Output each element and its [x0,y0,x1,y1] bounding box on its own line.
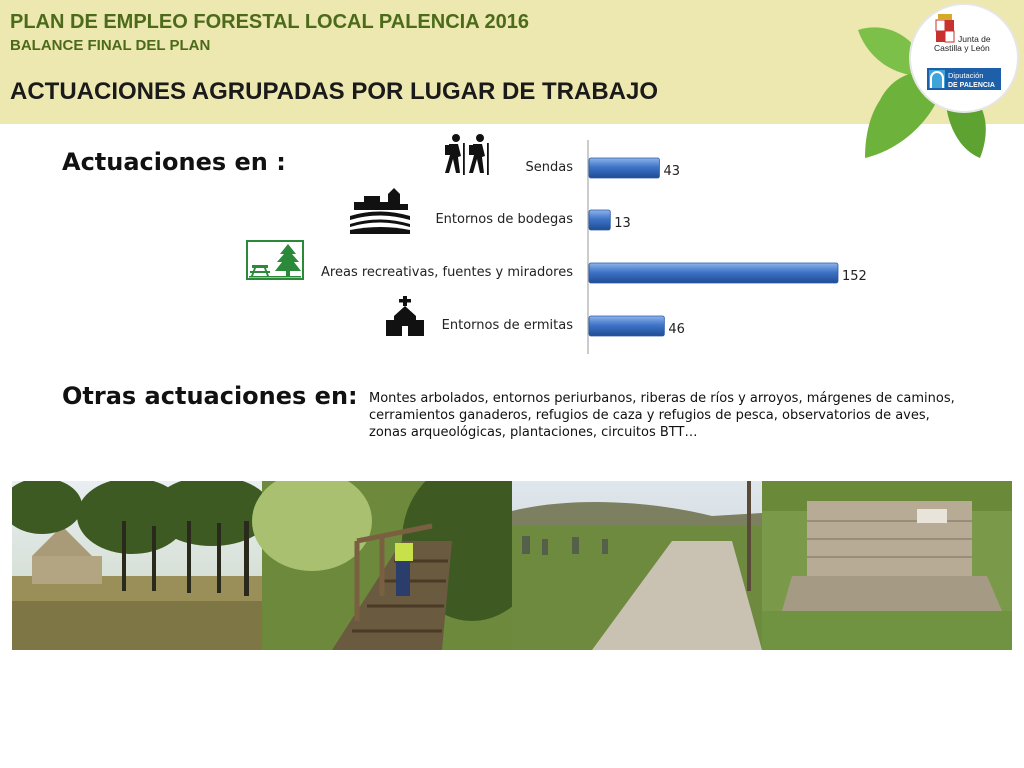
chapel-icon [386,296,424,336]
category-label: Sendas [525,160,573,175]
diputacion-text-2: DE PALENCIA [948,82,995,89]
data-label: 46 [668,322,685,337]
diputacion-text-1: Diputación [948,71,984,80]
vineyard-icon [350,186,412,234]
photo-strip [12,481,1012,650]
bar [589,210,610,230]
category-label: Entornos de ermitas [441,318,573,333]
junta-text-2: Castilla y León [934,43,990,53]
chapel-meadow-photo [12,481,272,650]
bar-chart [580,140,880,354]
worker-stairs-photo [252,481,542,650]
diputacion-logo [927,68,1001,90]
category-label: Areas recreativas, fuentes y miradores [321,265,573,280]
rural-road-photo [512,481,762,650]
otras-actuaciones-text: Montes arbolados, entornos periurbanos, riberas de ríos y arroyos, márgenes de caminos, cerramientos ganaderos, refugios de caza y refugios de pesca, observatorios de aves, zonas arqueológicas, plantaciones, circuitos BTT… [369,391,955,440]
data-label: 43 [663,164,680,179]
section-title: ACTUACIONES AGRUPADAS POR LUGAR DE TRABAJO [10,78,659,105]
hikers-icon [443,133,495,175]
otras-actuaciones-label: Otras actuaciones en: [62,382,358,410]
data-label: 152 [842,269,867,284]
page-title: PLAN DE EMPLEO FORESTAL LOCAL PALENCIA 2016 [10,11,529,33]
junta-text-1: Junta de [958,34,991,44]
picnic-forest-icon [246,240,304,280]
page-subtitle: BALANCE FINAL DEL PLAN [10,37,211,54]
data-label: 13 [614,216,631,231]
bar [589,316,664,336]
actuaciones-label: Actuaciones en : [62,148,286,176]
bar [589,263,838,283]
stone-fountain-photo [762,481,1012,650]
category-label: Entornos de bodegas [435,212,573,227]
bar [589,158,659,178]
